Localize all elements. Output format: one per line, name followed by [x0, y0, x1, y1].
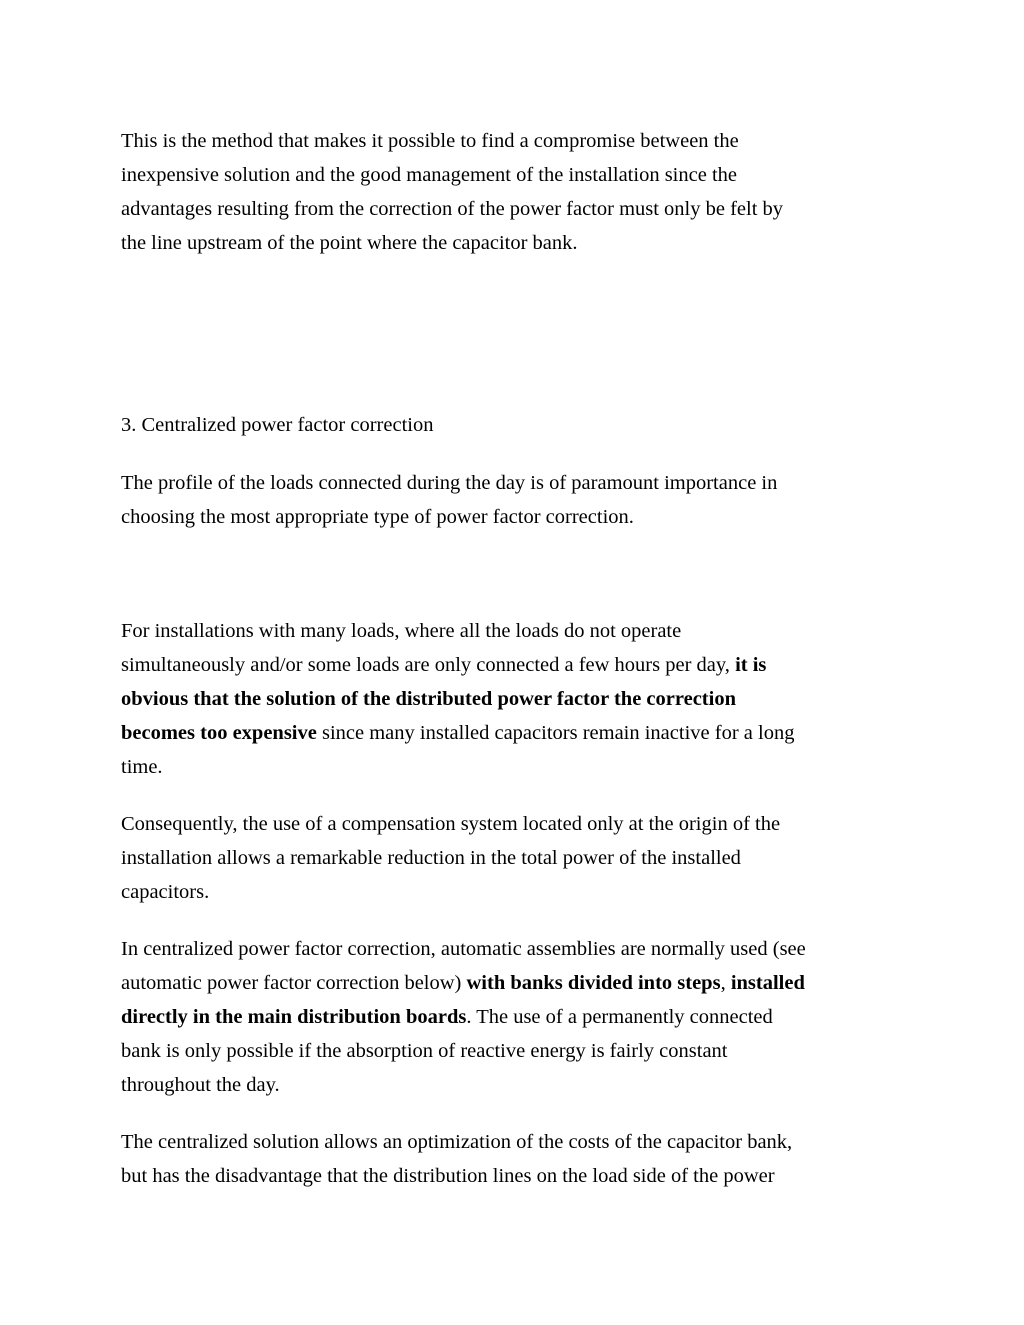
text-run: In centralized power factor correction, automatic assemblies are normally used (see [121, 938, 806, 960]
paragraph-line [121, 1000, 773, 1034]
paragraph-line [121, 466, 777, 500]
text-run: The profile of the loads connected during the day is of paramount importance in [121, 472, 778, 494]
paragraph-line [121, 932, 806, 966]
text-run: The centralized solution allows an optimization of the costs of the capacitor bank, [121, 1131, 793, 1153]
paragraph-line [121, 192, 783, 226]
section-heading [121, 408, 433, 442]
text-run: time. [121, 756, 163, 778]
text-run: throughout the day. [121, 1074, 280, 1096]
paragraph-line [121, 875, 209, 909]
paragraph-line [121, 1125, 792, 1159]
paragraph-line [121, 716, 794, 750]
paragraph-line [121, 500, 634, 534]
text-run: For installations with many loads, where all the loads do not operate [121, 620, 682, 642]
text-run: bank is only possible if the absorption of reactive energy is fairly constant [121, 1040, 728, 1062]
text-run: choosing the most appropriate type of power factor correction. [121, 506, 634, 528]
text-run: 3. Centralized power factor correction [121, 414, 434, 436]
paragraph-line [121, 750, 163, 784]
paragraph-line [121, 124, 739, 158]
text-run: capacitors. [121, 881, 210, 903]
paragraph-line [121, 1159, 775, 1193]
paragraph-line [121, 841, 741, 875]
text-run: automatic power factor correction below) [121, 972, 467, 994]
bold-text-run: becomes too expensive [121, 722, 317, 744]
paragraph-line [121, 226, 578, 260]
paragraph-line [121, 807, 780, 841]
paragraph-line [121, 966, 805, 1000]
paragraph-line [121, 1034, 728, 1068]
text-run: , [720, 972, 731, 994]
paragraph-line [121, 648, 766, 682]
bold-text-run: obvious that the solution of the distributed power factor the correction [121, 688, 736, 710]
text-run: simultaneously and/or some loads are only connected a few hours per day, [121, 654, 736, 676]
text-run: but has the disadvantage that the distribution lines on the load side of the power [121, 1165, 775, 1187]
paragraph-line [121, 682, 736, 716]
bold-text-run: installed [730, 972, 805, 994]
paragraph-line [121, 614, 681, 648]
text-run: the line upstream of the point where the capacitor bank. [121, 232, 578, 254]
text-run: since many installed capacitors remain inactive for a long [316, 722, 795, 744]
bold-text-run: with banks divided into steps [466, 972, 721, 994]
paragraph-line [121, 1068, 280, 1102]
bold-text-run: it is [735, 654, 767, 676]
text-run: Consequently, the use of a compensation system located only at the origin of the [121, 813, 781, 835]
text-run: installation allows a remarkable reduction in the total power of the installed [121, 847, 741, 869]
text-run: . The use of a permanently connected [466, 1006, 773, 1028]
text-run: advantages resulting from the correction of the power factor must only be felt by [121, 198, 784, 220]
bold-text-run: directly in the main distribution boards [121, 1006, 467, 1028]
text-run: This is the method that makes it possible to find a compromise between the [121, 130, 739, 152]
paragraph-line [121, 158, 737, 192]
text-run: inexpensive solution and the good management of the installation since the [121, 164, 737, 186]
